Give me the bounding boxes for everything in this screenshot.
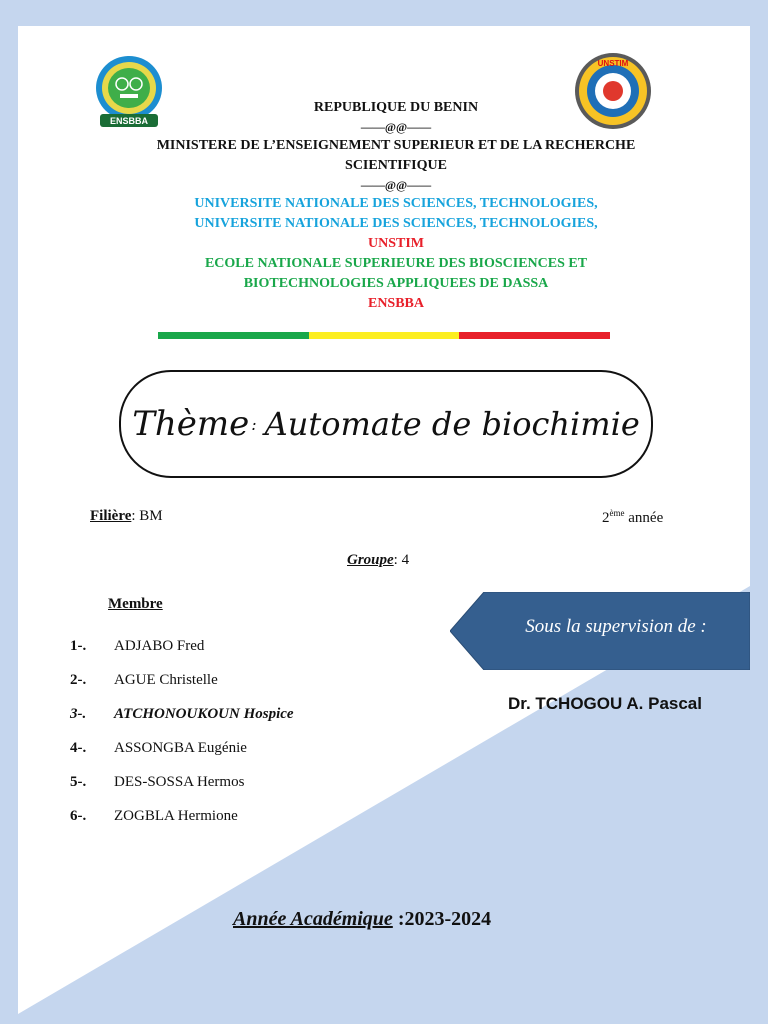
groupe-label: Groupe [347, 552, 394, 568]
member-number: 5-. [70, 774, 87, 790]
academic-year-label: Année Académique [233, 908, 393, 930]
member-number: 4-. [70, 740, 87, 756]
theme-title: Automate de biochimie [264, 405, 640, 443]
supervision-text: Sous la supervision de : [525, 616, 707, 637]
member-name: ASSONGBA Eugénie [114, 740, 247, 756]
flag-stripe [158, 332, 610, 339]
member-name: ADJABO Fred [114, 638, 205, 654]
member-number: 6-. [70, 808, 87, 824]
supervisor-name: Dr. TCHOGOU A. Pascal [508, 694, 702, 713]
membre-heading [108, 596, 163, 613]
year-word: année [624, 510, 664, 526]
ministry-line-1: MINISTERE DE L’ENSEIGNEMENT SUPERIEUR ET DE LA RECHERCHE [156, 138, 636, 153]
member-name: ZOGBLA Hermione [114, 808, 238, 824]
member-number: 1-. [70, 638, 87, 654]
flag-red [459, 332, 610, 339]
member-number: 3-. [70, 706, 87, 722]
academic-year [233, 908, 491, 931]
separator-2: ——@@—— [360, 178, 432, 192]
cover-page [18, 26, 750, 1014]
filiere-row [90, 508, 163, 525]
year-number: 2 [602, 510, 610, 526]
school-abbr: ENSBBA [367, 296, 425, 311]
academic-year-value: :2023-2024 [392, 908, 492, 930]
university-abbr: UNSTIM [367, 236, 424, 251]
groupe-value: : 4 [393, 552, 410, 568]
ministry-line-2: SCIENTIFIQUE [345, 158, 447, 173]
filiere-value: : BM [131, 508, 163, 524]
separator-1: ——@@—— [360, 120, 432, 134]
flag-green [158, 332, 309, 339]
unstim-logo-text: UNSTIM [597, 59, 629, 68]
university-line-1: UNIVERSITE NATIONALE DES SCIENCES, TECHNOLOGIES, [194, 196, 598, 211]
theme-box [119, 370, 653, 478]
country-name: REPUBLIQUE DU BENIN [313, 100, 479, 115]
filiere-label: Filière [90, 508, 132, 524]
member-name: ATCHONOUKOUN Hospice [114, 706, 294, 722]
school-line-1: ECOLE NATIONALE SUPERIEURE DES BIOSCIENCES ET [204, 256, 588, 271]
university-line-2: UNIVERSITE NATIONALE DES SCIENCES, TECHNOLOGIES, [194, 216, 598, 231]
member-name: DES-SOSSA Hermos [114, 774, 245, 790]
year-superscript: ème [609, 508, 625, 518]
groupe-row [347, 552, 409, 569]
member-number: 2-. [70, 672, 87, 688]
flag-yellow [309, 332, 460, 339]
theme-label: Thème [132, 404, 250, 444]
theme-colon: : [251, 414, 257, 434]
year-row [602, 508, 663, 527]
ensbba-logo-text: ENSBBA [109, 116, 149, 126]
membre-label: Membre [108, 596, 163, 612]
member-name: AGUE Christelle [114, 672, 218, 688]
school-line-2: BIOTECHNOLOGIES APPLIQUEES DE DASSA [243, 276, 549, 291]
